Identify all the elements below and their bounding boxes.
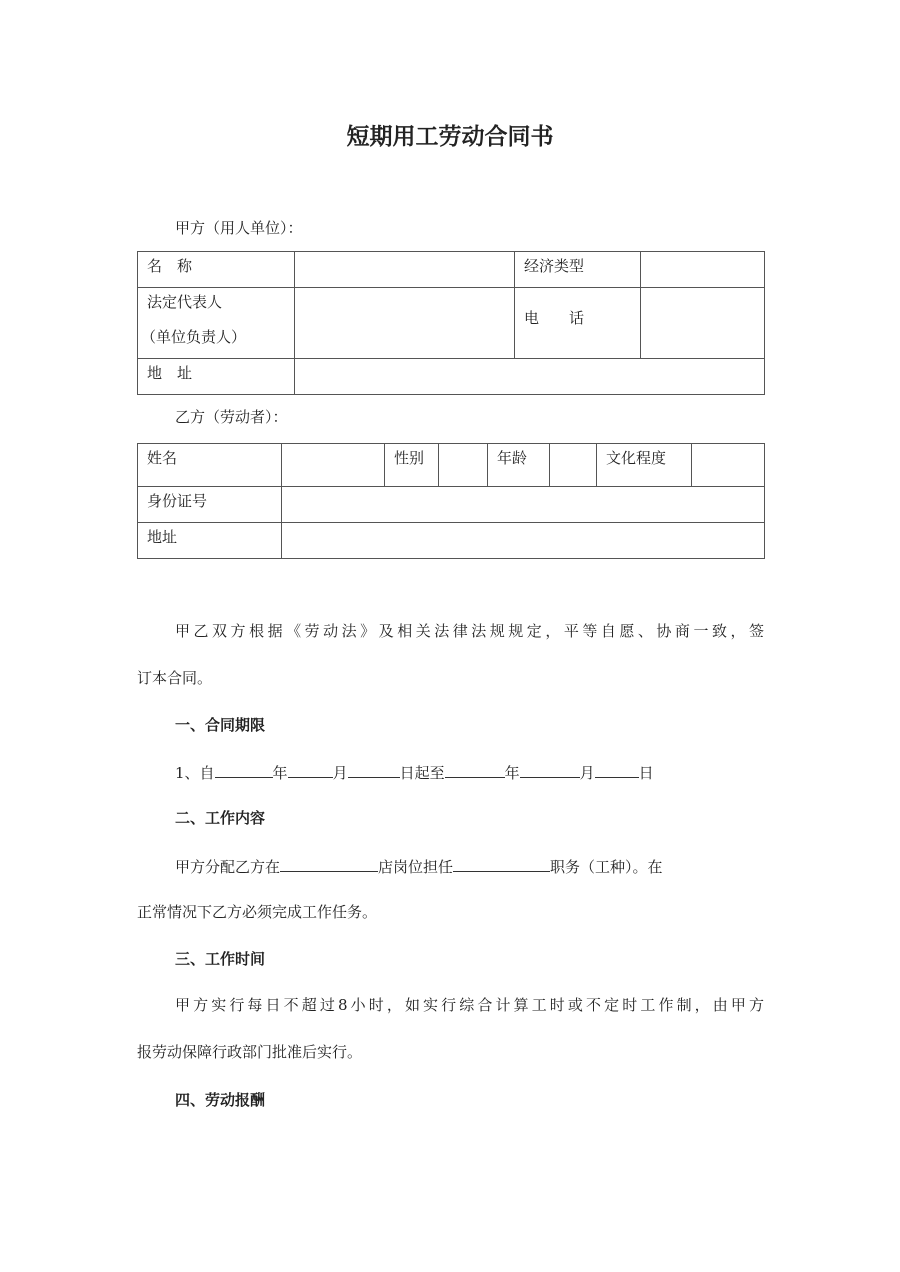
education-field[interactable]: [692, 444, 765, 487]
end-month-blank[interactable]: [520, 761, 580, 778]
section-3-heading: 三、工作时间: [175, 950, 266, 968]
work-time-line-2: 报劳动保障行政部门批准后实行。: [137, 1043, 363, 1061]
work-time-line-1: 甲方实行每日不超过8小时，如实行综合计算工时或不定时工作制，由甲方: [175, 996, 764, 1014]
address-field[interactable]: [282, 523, 765, 559]
label-name: 姓名: [138, 444, 282, 487]
label-age: 年龄: [488, 444, 550, 487]
contract-period-line: [175, 761, 654, 783]
legal-rep-text: 法定代表人: [147, 293, 223, 311]
legal-rep-field[interactable]: [295, 288, 515, 359]
position-blank[interactable]: [453, 855, 550, 872]
intro-line-1: 甲乙双方根据《劳动法》及相关法律法规规定，平等自愿、协商一致，签: [175, 622, 764, 640]
section-1-heading: 一、合同期限: [175, 716, 266, 734]
text: 月: [579, 764, 595, 782]
label-id-number: 身份证号: [138, 487, 282, 523]
section-4-heading: 四、劳动报酬: [175, 1091, 266, 1109]
text: 职务（工种）。在: [550, 858, 663, 876]
text: 年: [504, 764, 520, 782]
party-a-label: 甲方（用人单位）：: [175, 219, 303, 237]
text: 店岗位担任: [378, 858, 454, 876]
start-month-blank[interactable]: [288, 761, 333, 778]
label-legal-rep: [138, 288, 295, 359]
document-title: 短期用工劳动合同书: [346, 124, 554, 150]
intro-line-2: 订本合同。: [137, 669, 213, 687]
party-b-label: 乙方（劳动者）：: [175, 408, 288, 426]
name-field[interactable]: [295, 252, 515, 288]
name-field[interactable]: [282, 444, 385, 487]
party-b-table: [137, 443, 765, 559]
address-field[interactable]: [295, 359, 765, 395]
start-day-blank[interactable]: [348, 761, 400, 778]
label-address: 地址: [138, 523, 282, 559]
start-year-blank[interactable]: [215, 761, 273, 778]
section-2-heading: 二、工作内容: [175, 809, 266, 827]
age-field[interactable]: [550, 444, 597, 487]
gender-field[interactable]: [439, 444, 488, 487]
party-a-table: [137, 251, 765, 395]
text: 年: [272, 764, 288, 782]
work-content-line-2: 正常情况下乙方必须完成工作任务。: [137, 903, 378, 921]
label-name: 名 称: [138, 252, 295, 288]
work-content-line: [175, 855, 663, 877]
end-year-blank[interactable]: [445, 761, 505, 778]
text: 甲方分配乙方在: [175, 858, 281, 876]
text: 1、自: [175, 764, 215, 782]
label-econ-type: 经济类型: [515, 252, 641, 288]
id-number-field[interactable]: [282, 487, 765, 523]
store-blank[interactable]: [280, 855, 378, 872]
label-address: 地 址: [138, 359, 295, 395]
label-gender: 性别: [385, 444, 439, 487]
text: 月: [332, 764, 348, 782]
econ-type-field[interactable]: [641, 252, 765, 288]
text: 日: [638, 764, 654, 782]
label-phone: 电 话: [515, 288, 641, 359]
phone-field[interactable]: [641, 288, 765, 359]
legal-rep-sub-text: （单位负责人）: [141, 328, 247, 346]
end-day-blank[interactable]: [595, 761, 639, 778]
text: 日起至: [399, 764, 445, 782]
label-education: 文化程度: [597, 444, 692, 487]
